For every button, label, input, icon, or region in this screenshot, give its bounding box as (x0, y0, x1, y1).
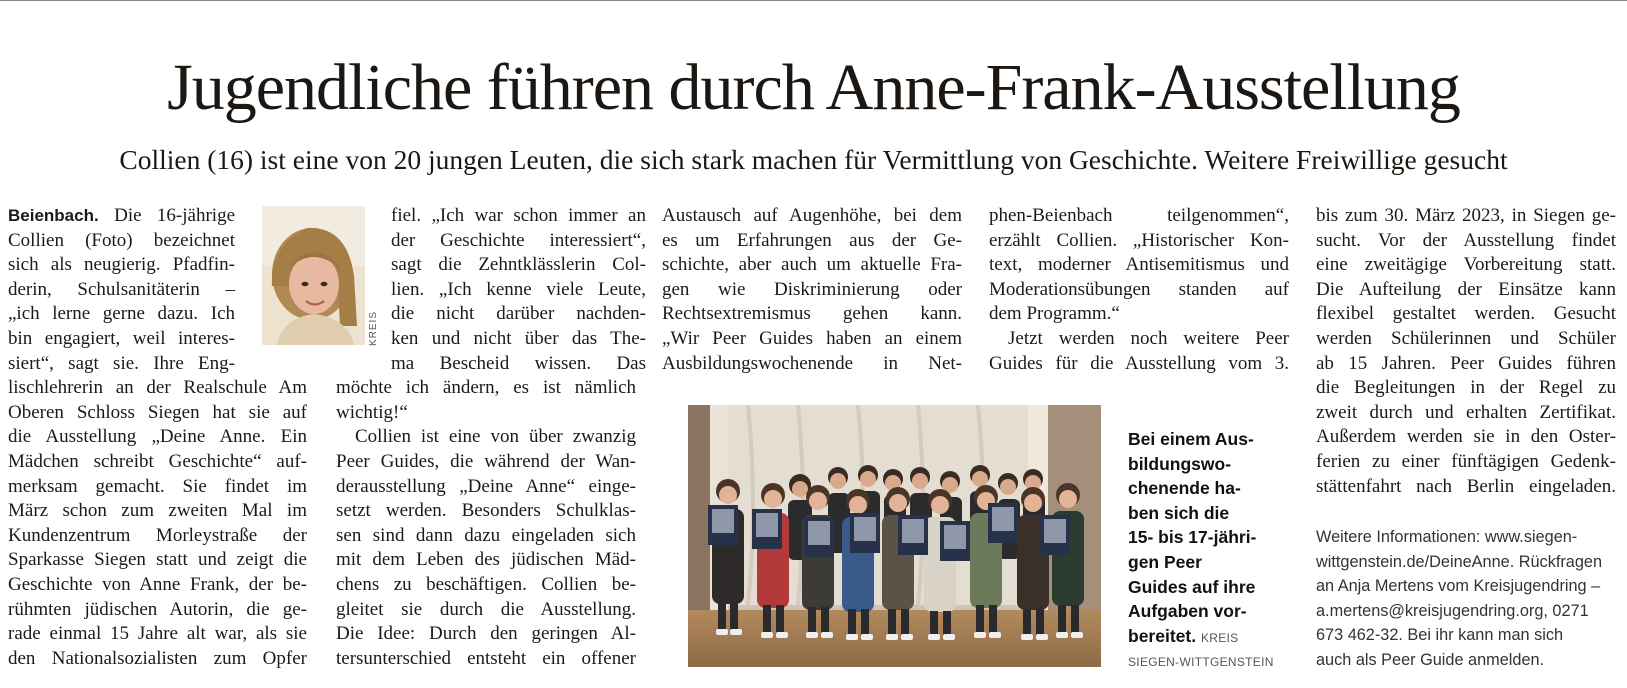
text-line: gen wie Diskriminierung oder (662, 278, 962, 300)
text-line: sich als neugierig. Pfadfin- (8, 254, 235, 276)
text-line: Collien (Foto) bezeichnet (8, 229, 235, 251)
text-line: Außerdem werden sie in den Oster- (1316, 426, 1616, 448)
caption-line: Aufgaben vor- (1128, 601, 1247, 622)
text-line: sucht. Vor der Ausstellung findet (1316, 229, 1616, 251)
info-line: Weitere Informationen: www.siegen- (1316, 528, 1578, 546)
text-line: derin, Schulsanitäterin – (8, 278, 235, 300)
text-line: ken und nicht über das The- (391, 327, 646, 349)
text-line: Geschichte von Anne Frank, der be- (8, 573, 307, 595)
text-line: es um Erfahrungen aus der Ge- (662, 229, 962, 251)
column-3 (662, 204, 962, 376)
text-line: dem Programm.“ (989, 303, 1120, 325)
column-5 (1316, 204, 1616, 499)
text-line: wichtig!“ (336, 401, 408, 423)
text-line: die Begleitungen in der Regel zu (1316, 377, 1616, 399)
text-line: phen-Beienbach teilgenommen“, (989, 205, 1289, 226)
column-1-full (8, 376, 307, 671)
column-2-full (336, 376, 636, 671)
text-line: Die Idee: Durch den geringen Al- (336, 623, 636, 645)
text-line: „Wir Peer Guides haben an einem (662, 327, 962, 349)
info-line: a.mertens@kreisjugendring.org, 0271 (1316, 601, 1589, 620)
text-line: möchte ich ändern, es ist nämlich (336, 377, 636, 399)
text-line: rade einmal 15 Jahre alt war, als sie (8, 623, 307, 645)
text-line: Oberen Schloss Siegen hat sie auf (8, 401, 307, 423)
text-line: Guides für die Ausstellung vom 3. (989, 352, 1289, 374)
info-line: wittgenstein.de/DeineAnne. Rückfragen (1316, 552, 1603, 571)
column-2-narrow (391, 204, 646, 376)
text-line: ma Bescheid wissen. Das (391, 352, 646, 374)
photo-caption (1128, 427, 1274, 675)
group-photo (688, 405, 1101, 667)
text-line: zweit durch und erhalten Zertifikat. (1316, 401, 1616, 423)
text-line: text, moderner Antisemitismus und (989, 254, 1289, 276)
text-line: erzählt Collien. „Historischer Kon- (989, 229, 1289, 251)
portrait-credit: KREIS (368, 310, 379, 346)
text-line: Peer Guides, die während der Wan- (336, 450, 636, 472)
photo-credit: KREIS (1200, 630, 1239, 645)
group-photo-illustration (688, 405, 1101, 667)
caption-line: Bei einem Aus- (1128, 429, 1254, 449)
dateline: Beienbach. (8, 206, 99, 225)
text-line: werden Schülerinnen und Schüler (1316, 327, 1616, 349)
text-line: Ausbildungswochenende in Net- (662, 352, 962, 374)
text-line: rühmten jüdischen Autorin, die ge- (8, 598, 307, 620)
text-line: gleitet sie durch die Ausstellung. (336, 598, 636, 620)
text-line: Collien ist eine von über zwanzig (355, 426, 636, 448)
text-line: mit dem Leben des jüdischen Mäd- (336, 549, 636, 571)
text-line: die Ausstellung „Deine Anne. Ein (8, 426, 307, 448)
subheadline: Collien (16) ist eine von 20 jungen Leuten, die sich stark machen für Vermittlung von Geschichte. Weitere Freiwillige gesucht (119, 144, 1508, 175)
text-line: Moderationsübungen standen auf (989, 278, 1289, 300)
text-line: Kundenzentrum Morleystraße der (8, 524, 307, 546)
text-line: März schon zum zweiten Mal im (8, 500, 307, 522)
text-line: eine zweitägige Vorbereitung statt. (1316, 254, 1616, 276)
info-line: an Anja Mertens vom Kreisjugendring – (1316, 577, 1601, 595)
column-4 (989, 204, 1289, 376)
info-box (1316, 525, 1616, 672)
column-1-narrow (8, 204, 235, 376)
column-2 (336, 204, 646, 671)
text-line: tersunterschied entsteht ein offener (336, 647, 636, 669)
text-line: der Geschichte interessiert“, (391, 229, 646, 251)
info-line: auch als Peer Guide anmelden. (1316, 650, 1545, 669)
info-line: 673 462-32. Bei ihr kann man sich (1316, 626, 1564, 644)
text-line: derausstellung „Deine Anne“ einge- (336, 475, 636, 497)
text-line: lischlehrerin an der Realschule Am (8, 377, 307, 399)
text-line: Jetzt werden noch weitere Peer (1008, 327, 1289, 349)
text-line: setzt werden. Besonders Schulklas- (336, 500, 636, 522)
text-line: Sparkasse Siegen statt und zeigt die (8, 549, 307, 571)
text-line: bin engagiert, weil interes- (8, 327, 235, 349)
headline: Jugendliche führen durch Anne-Frank-Ausstellung (167, 51, 1460, 124)
caption-line (1128, 624, 1268, 651)
text-line: flexibel gestaltet werden. Gesucht (1316, 303, 1616, 325)
caption-line-text: bereitet. (1128, 625, 1197, 646)
text-line: Austausch auf Augenhöhe, bei dem (662, 205, 962, 226)
text-line: Mädchen schreibt Geschichte“ auf- (8, 450, 307, 472)
text-line: fiel. „Ich war schon immer an (391, 205, 646, 226)
text-line: ferien zu einer fünftägigen Gedenk- (1316, 450, 1616, 472)
text-line: den Nationalsozialisten zum Opfer (8, 647, 307, 669)
text-line: sen sind dann dazu eingeladen sich (336, 524, 636, 546)
caption-line: bildungswo- (1128, 453, 1232, 474)
text-line: sagt die Zehntklässlerin Col- (391, 254, 646, 276)
text-line: Beienbach. Die 16-jährige (8, 205, 235, 226)
top-rule (0, 0, 1627, 1)
text-line: schichte, aber auch um aktuelle Fra- (662, 254, 962, 276)
text-line: bis zum 30. März 2023, in Siegen ge- (1316, 205, 1616, 226)
text-line: ab 15 Jahren. Peer Guides führen (1316, 352, 1616, 374)
text-line: lien. „Ich kenne viele Leute, (391, 278, 646, 300)
photo-credit-line-2: SIEGEN-WITTGENSTEIN (1128, 655, 1274, 670)
text-line: chens zu beschäftigen. Collien be- (336, 573, 636, 595)
caption-line: ben sich die (1128, 502, 1230, 523)
text-line: „ich lerne gerne dazu. Ich (8, 303, 235, 325)
text-line: Die Aufteilung der Einsätze kann (1316, 278, 1616, 300)
caption-line: 15- bis 17-jähri- (1128, 527, 1257, 548)
text-line: merksam gemacht. Sie findet im (8, 475, 307, 497)
caption-line: gen Peer (1128, 551, 1202, 572)
text-line: Rechtsextremismus gehen kann. (662, 303, 962, 325)
text-line: die nicht darüber nachden- (391, 303, 646, 325)
text-line: siert“, sagt sie. Ihre Eng- (8, 352, 235, 374)
caption-line: Guides auf ihre (1128, 576, 1256, 597)
caption-line: chenende ha- (1128, 478, 1241, 499)
text-line: stättenfahrt nach Berlin eingeladen. (1316, 475, 1616, 497)
